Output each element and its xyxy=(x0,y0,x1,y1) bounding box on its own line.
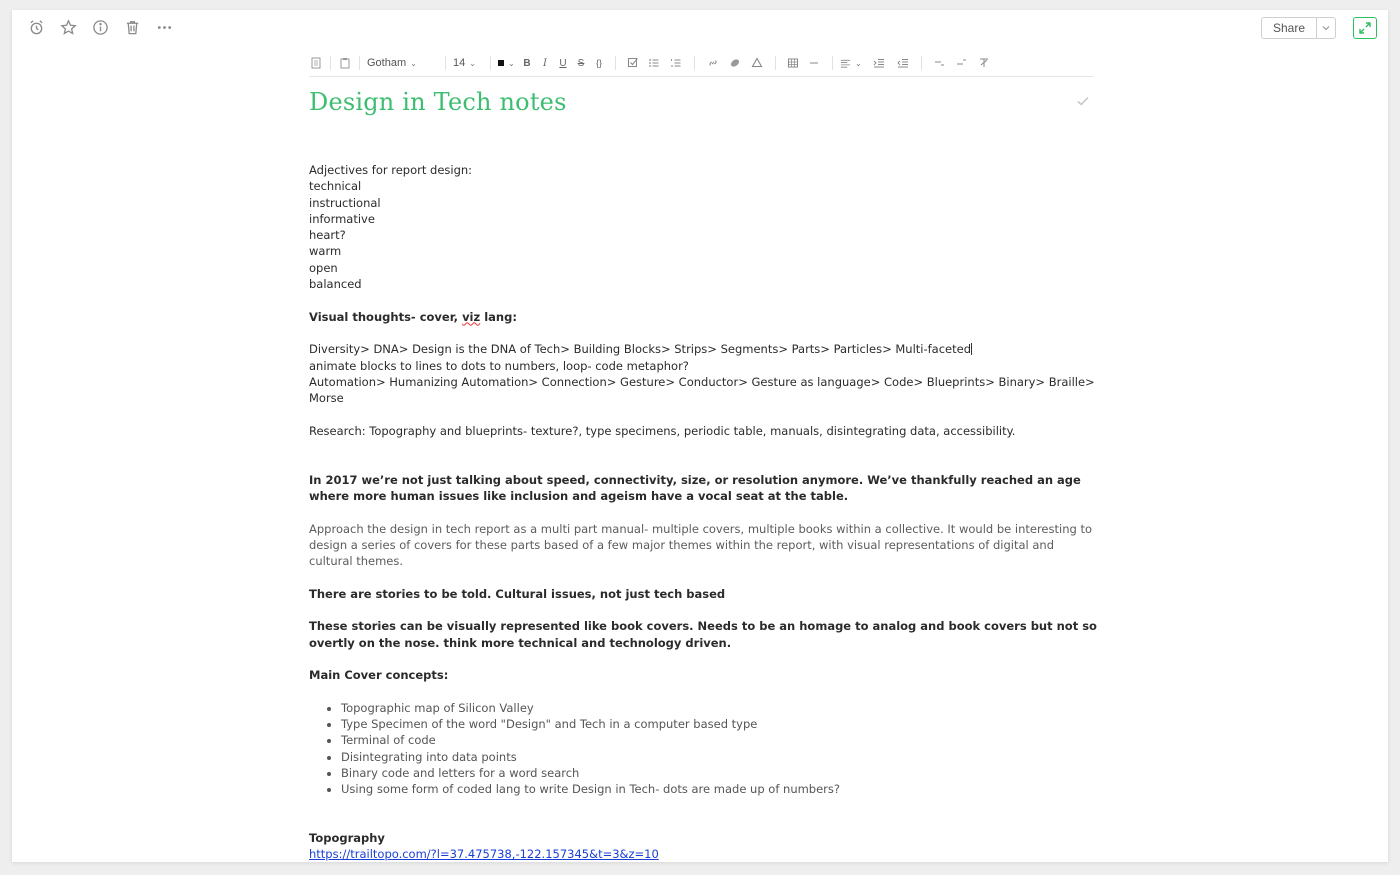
share-options-dropdown[interactable] xyxy=(1317,17,1336,39)
code-block-icon[interactable]: {} xyxy=(595,58,602,68)
concepts-heading: Main Cover concepts: xyxy=(309,668,449,683)
toolbar-divider xyxy=(775,56,776,70)
checkmark-icon xyxy=(1076,94,1090,108)
adjective-line: technical xyxy=(309,179,362,194)
topography-heading: Topography xyxy=(309,831,385,846)
diversity-text: Diversity> DNA> Design is the DNA of Tech> Building Blocks> Strips> Segments> Parts> Particles> Multi-faceted xyxy=(309,342,972,357)
misspelled-word: viz xyxy=(462,309,481,324)
numbered-list-icon[interactable] xyxy=(665,54,687,72)
list-item: • Type Specimen of the word "Design" and Tech in a computer based type xyxy=(341,716,1099,732)
toolbar-divider xyxy=(359,56,360,70)
table-icon[interactable] xyxy=(783,54,803,72)
indent-icon[interactable] xyxy=(866,54,892,72)
more-icon[interactable] xyxy=(154,17,174,37)
visual-thoughts-heading xyxy=(309,309,1099,325)
adjective-line: balanced xyxy=(309,277,362,292)
star-icon[interactable] xyxy=(58,17,78,37)
list-item: • Disintegrating into data points xyxy=(341,749,1099,765)
font-size-value: 14 xyxy=(453,57,466,69)
chevron-down-icon: ⌄ xyxy=(469,58,476,68)
toolbar-divider xyxy=(832,56,833,70)
list-item: • Using some form of coded lang to write Design in Tech- dots are made up of numbers? xyxy=(341,781,1099,797)
clipboard-icon[interactable] xyxy=(338,54,352,72)
adjective-line: informative xyxy=(309,211,375,226)
visual-heading-text: Visual thoughts- cover, xyxy=(309,309,463,324)
drive-icon[interactable] xyxy=(746,54,768,72)
trash-icon[interactable] xyxy=(122,17,142,37)
alignment-dropdown[interactable] xyxy=(840,58,866,69)
font-size-dropdown[interactable] xyxy=(453,57,483,69)
animate-line: animate blocks to lines to dots to numbers, loop- code metaphor? xyxy=(309,358,689,373)
note-actions xyxy=(26,17,174,37)
adjectives-heading: Adjectives for report design: xyxy=(309,163,473,177)
list-item: • Topographic map of Silicon Valley xyxy=(341,700,1099,716)
share-button[interactable]: Share xyxy=(1261,17,1317,39)
text-color-dropdown[interactable] xyxy=(498,59,518,68)
formatting-toolbar xyxy=(309,50,1093,77)
note-body[interactable] xyxy=(309,162,1099,862)
stories-paragraph: These stories can be visually represented like book covers. Needs to be an homage to analog and book covers but not so overtly on the nose. think more technical and technology driven. xyxy=(309,619,1097,650)
toolbar-divider xyxy=(921,56,922,70)
bold-icon[interactable]: B xyxy=(523,57,531,69)
link-icon[interactable] xyxy=(702,54,724,72)
align-left-icon xyxy=(840,58,851,69)
subscript-icon[interactable] xyxy=(929,54,951,72)
topography-link[interactable]: https://trailtopo.com/?l=37.475738,-122.157345&t=3&z=10 xyxy=(309,847,659,862)
automation-line: Automation> Humanizing Automation> Connection> Gesture> Conductor> Gesture as language> Code> Blueprints> Binary> Braille> Morse xyxy=(309,374,1095,406)
doc-icon[interactable] xyxy=(309,54,323,72)
clear-formatting-icon[interactable] xyxy=(973,54,995,72)
adjective-line: heart? xyxy=(309,228,346,243)
outdent-icon[interactable] xyxy=(892,54,914,72)
research-line: Research: Topography and blueprints- texture?, type specimens, periodic table, manuals, disintegrating data, accessibility. xyxy=(309,423,1016,438)
chevron-down-icon: ⌄ xyxy=(855,58,862,68)
info-icon[interactable] xyxy=(90,17,110,37)
topography-link-line xyxy=(309,846,1099,862)
note-editor-window xyxy=(12,10,1388,862)
adjective-line: warm xyxy=(309,244,342,259)
toolbar-divider xyxy=(330,56,331,70)
horizontal-rule-icon[interactable] xyxy=(803,54,825,72)
color-swatch-icon xyxy=(498,60,504,66)
list-item: • Binary code and letters for a word search xyxy=(341,765,1099,781)
font-family-dropdown[interactable] xyxy=(367,57,431,69)
toolbar-divider xyxy=(490,56,491,70)
toolbar-divider xyxy=(694,56,695,70)
approach-paragraph: Approach the design in tech report as a multi part manual- multiple covers, multiple books within a collective. It would be interesting to design a series of covers for these parts based of a few major themes within the report, with visual representations of digital and cultural themes. xyxy=(309,521,1092,569)
toolbar-divider xyxy=(445,56,446,70)
superscript-icon[interactable] xyxy=(951,54,973,72)
attachment-icon[interactable] xyxy=(724,54,746,72)
text-cursor xyxy=(971,343,972,355)
reminder-icon[interactable] xyxy=(26,17,46,37)
font-family-value: Gotham xyxy=(367,57,407,69)
italic-icon[interactable]: I xyxy=(543,57,547,69)
diversity-line xyxy=(309,341,1099,357)
visual-heading-text: lang: xyxy=(480,309,517,324)
toolbar-divider xyxy=(615,56,616,70)
chevron-down-icon: ⌄ xyxy=(410,58,417,68)
underline-icon[interactable]: U xyxy=(559,57,567,69)
stories-line: There are stories to be told. Cultural issues, not just tech based xyxy=(309,586,726,601)
list-item: • Terminal of code xyxy=(341,732,1099,748)
bullet-list-icon[interactable] xyxy=(643,54,665,72)
strikethrough-icon[interactable]: S xyxy=(577,57,585,69)
adjective-line: open xyxy=(309,260,338,275)
expand-button[interactable] xyxy=(1353,17,1377,39)
chevron-down-icon: ⌄ xyxy=(508,58,515,68)
adjective-line: instructional xyxy=(309,195,381,210)
paragraph-2017: In 2017 we’re not just talking about speed, connectivity, size, or resolution anymore. We’ve thankfully reached an age where more human issues like inclusion and ageism have a vocal seat at the table. xyxy=(309,472,1081,503)
concepts-list xyxy=(309,700,1099,798)
chevron-down-icon xyxy=(1322,25,1330,31)
note-title[interactable]: Design in Tech notes xyxy=(309,88,567,116)
expand-icon xyxy=(1359,22,1371,34)
share-group xyxy=(1261,17,1336,39)
checkbox-icon[interactable] xyxy=(623,54,643,72)
